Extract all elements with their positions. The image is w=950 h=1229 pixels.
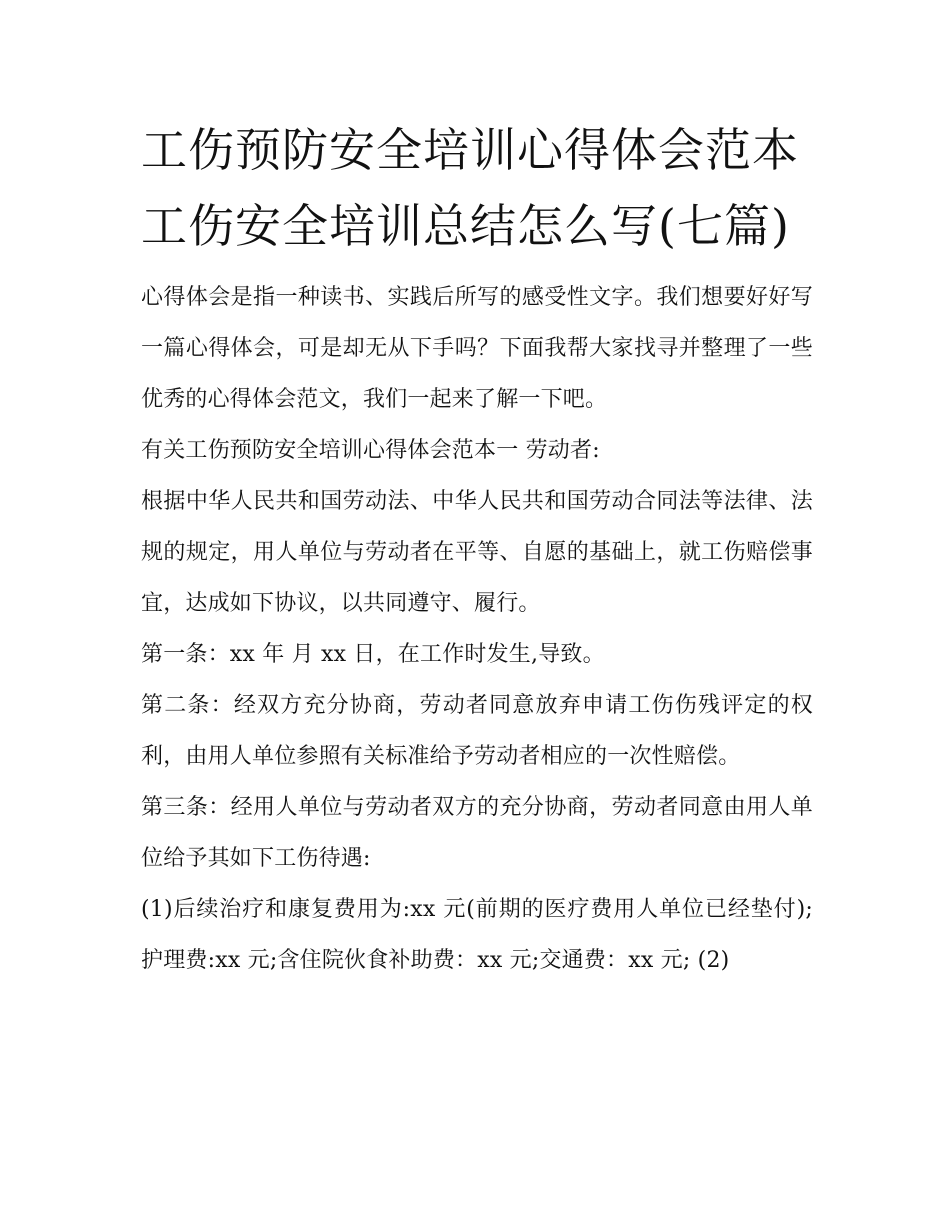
paragraph-article-three: 第三条：经用人单位与劳动者双方的充分协商，劳动者同意由用人单位给予其如下工伤待遇: bbox=[141, 795, 813, 871]
paragraph-intro: 心得体会是指一种读书、实践后所写的感受性文字。我们想要好好写一篇心得体会，可是却无从下手吗？下面我帮大家找寻并整理了一些优秀的心得体会范文，我们一起来了解一下吧。 bbox=[141, 285, 813, 412]
document-title: 工伤预防安全培训心得体会范本 工伤安全培训总结怎么写(七篇) bbox=[141, 123, 799, 253]
paragraph-heading-sample-one: 有关工伤预防安全培训心得体会范本一 劳动者: bbox=[141, 438, 600, 463]
paragraph-article-two: 第二条：经双方充分协商，劳动者同意放弃申请工伤伤残评定的权利，由用人单位参照有关标准给予劳动者相应的一次性赔偿。 bbox=[141, 693, 813, 769]
paragraph-article-one: 第一条：xx 年 月 xx 日，在工作时发生,导致。 bbox=[141, 642, 605, 667]
paragraph-benefit-items: (1)后续治疗和康复费用为:xx 元(前期的医疗费用人单位已经垫付);护理费:xx 元;含住院伙食补助费：xx 元;交通费：xx 元; (2) bbox=[141, 897, 813, 973]
paragraph-legal-basis: 根据中华人民共和国劳动法、中华人民共和国劳动合同法等法律、法规的规定，用人单位与劳动者在平等、自愿的基础上，就工伤赔偿事宜，达成如下协议，以共同遵守、履行。 bbox=[141, 489, 813, 616]
document-page bbox=[141, 112, 813, 986]
document-body bbox=[141, 272, 813, 986]
